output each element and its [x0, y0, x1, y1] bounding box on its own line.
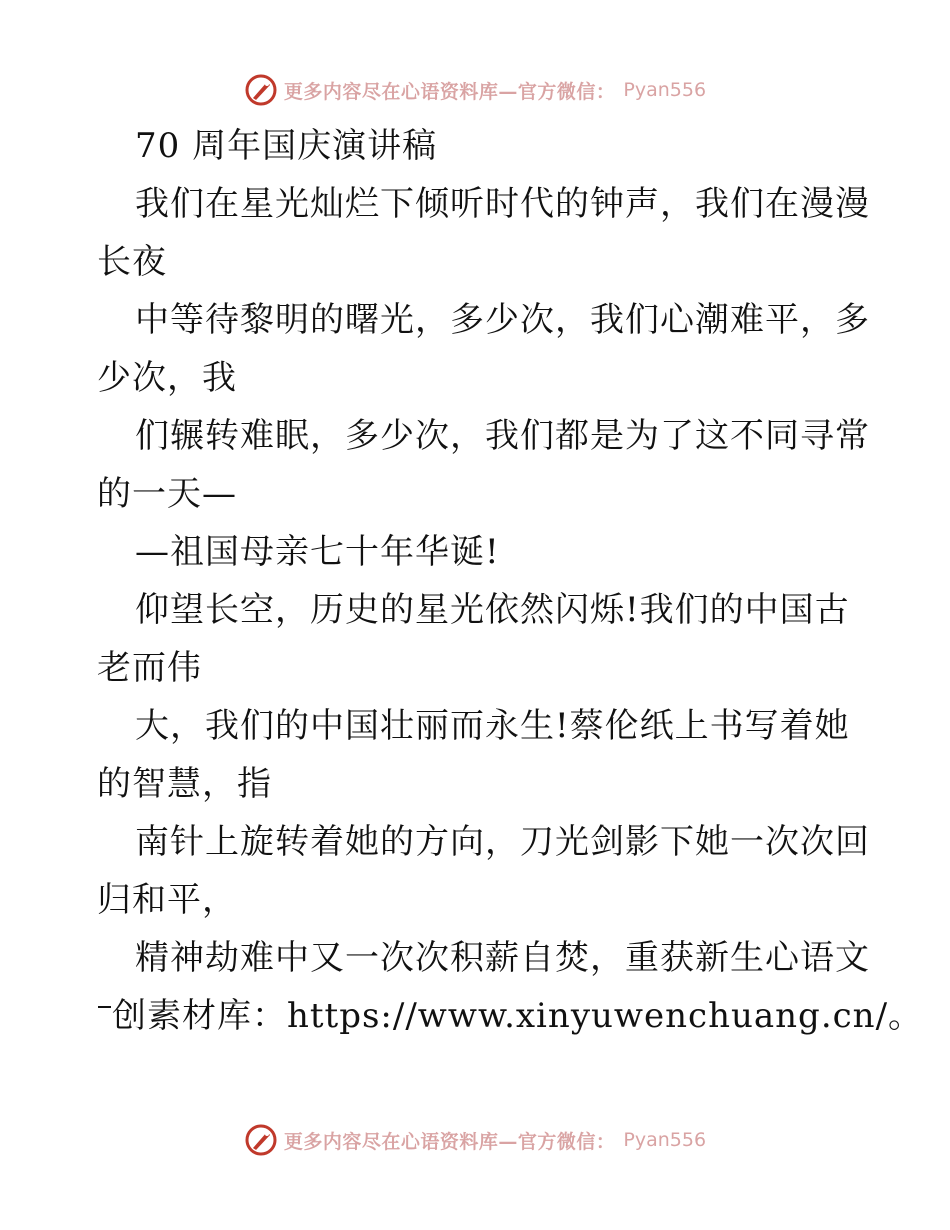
paragraph-line: 南针上旋转着她的方向，刀光剑影下她一次次回 — [135, 822, 870, 862]
paragraph-line: 归和平， — [97, 880, 237, 920]
footer-banner-inner — [244, 1123, 706, 1157]
header-banner-text: 更多内容尽在心语资料库—官方微信： — [283, 80, 616, 103]
paragraph-line: 我们在星光灿烂下倾听时代的钟声，我们在漫漫 — [135, 184, 870, 224]
paragraph-line: —祖国母亲七十年华诞! — [135, 532, 500, 572]
paragraph-line: 老而伟 — [97, 648, 202, 688]
footer-banner-text: 更多内容尽在心语资料库—官方微信： — [283, 1130, 616, 1153]
paragraph-line: 中等待黎明的曙光，多少次，我们心潮难平，多 — [135, 300, 870, 340]
footer-wechat-id: Pyan556 — [623, 1129, 707, 1151]
paragraph-line: 们辗转难眠，多少次，我们都是为了这不同寻常 — [135, 416, 870, 456]
pen-nib-logo-icon — [244, 1123, 278, 1157]
paragraph-line: 大，我们的中国壮丽而永生!蔡伦纸上书写着她 — [135, 706, 850, 746]
pen-nib-logo-icon — [244, 73, 278, 107]
footer-banner — [0, 1120, 950, 1160]
paragraph-line: 长夜 — [97, 242, 167, 282]
header-wechat-id: Pyan556 — [623, 79, 707, 101]
header-banner — [0, 70, 950, 110]
paragraph-line: 仰望长空，历史的星光依然闪烁!我们的中国古 — [135, 590, 850, 630]
text-cursor-mark — [98, 1006, 111, 1008]
paragraph-line: 的智慧，指 — [97, 764, 272, 804]
header-banner-inner — [244, 73, 706, 107]
paragraph-line: 精神劫难中又一次次积薪自焚，重获新生心语文 — [135, 938, 870, 978]
paragraph-line: 的一天— — [97, 474, 237, 514]
document-title: 70 周年国庆演讲稿 — [135, 126, 438, 166]
paragraph-line-link: 创素材库：https://www.xinyuwenchuang.cn/。 — [112, 996, 924, 1036]
paragraph-line: 少次，我 — [97, 358, 237, 398]
